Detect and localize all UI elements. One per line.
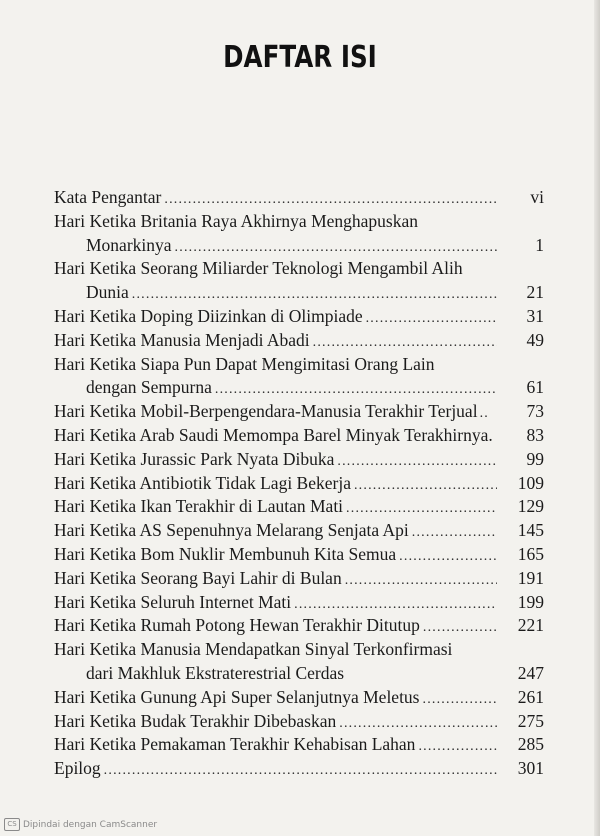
toc-entry-title: dari Makhluk Ekstraterestrial Cerdas [86, 662, 345, 683]
toc-entry-line [54, 757, 544, 781]
toc-entry-title: Hari Ketika Arab Saudi Memompa Barel Minyak Terakhirnya. [54, 424, 493, 445]
toc-entry-title: Hari Ketika Manusia Mendapatkan Sinyal Terkonfirmasi [54, 639, 453, 660]
dot-leader [345, 569, 497, 593]
toc-entry [54, 210, 544, 258]
toc-entry-line [54, 210, 544, 234]
page-edge-shadow [594, 0, 600, 836]
toc-entry [54, 710, 544, 734]
toc-entry [54, 686, 544, 710]
toc-entry [54, 519, 544, 543]
toc-entry-line [54, 424, 544, 448]
toc-entry [54, 353, 544, 401]
toc-entry-line [54, 519, 544, 543]
toc-entry-line [54, 686, 544, 710]
toc-entry-line [54, 329, 544, 353]
toc-entry-title: Hari Ketika Britania Raya Akhirnya Menghapuskan [54, 210, 418, 231]
toc-entry-line [54, 543, 544, 567]
dot-leader [339, 712, 497, 736]
toc-entry [54, 448, 544, 472]
dot-leader [354, 474, 497, 498]
toc-entry-line [54, 186, 544, 210]
toc-entry [54, 543, 544, 567]
toc-entry-line [54, 591, 544, 615]
dot-leader [337, 450, 497, 474]
page-number: 221 [517, 615, 544, 636]
page-number: 31 [526, 305, 544, 326]
page-number: 191 [517, 567, 544, 588]
page-number: 275 [517, 710, 544, 731]
toc-entry [54, 472, 544, 496]
dot-leader [423, 688, 498, 712]
toc-entry-title: Hari Ketika Seluruh Internet Mati [54, 591, 292, 612]
toc-entry-line [54, 733, 544, 757]
toc-entry-line [54, 638, 544, 662]
page-title: DAFTAR ISI [223, 40, 377, 75]
toc-entry-line [54, 495, 544, 519]
toc-entry-continuation [54, 234, 544, 258]
dot-leader [412, 521, 497, 545]
page-number: vi [530, 187, 544, 207]
page-number: 247 [517, 662, 544, 683]
toc-entry-title: Hari Ketika Bom Nuklir Membunuh Kita Semua [54, 543, 397, 564]
toc-entry-line [54, 257, 544, 281]
toc-entry-continuation [54, 662, 544, 686]
toc-entry-title: Hari Ketika Pemakaman Terakhir Kehabisan Lahan [54, 734, 416, 755]
scanner-watermark [4, 818, 157, 831]
page-number: 83 [526, 424, 544, 445]
toc-entry [54, 591, 544, 615]
dot-leader [418, 735, 497, 759]
dot-leader [175, 236, 497, 260]
toc-entry-title: Hari Ketika Rumah Potong Hewan Terakhir Ditutup [54, 615, 420, 636]
toc-entry [54, 305, 544, 329]
camscanner-logo-icon: CS [4, 818, 20, 831]
toc-entry-title: Hari Ketika Budak Terakhir Dibebaskan [54, 710, 337, 731]
dot-leader [164, 188, 497, 212]
page-number: 145 [517, 520, 544, 541]
page-number: 49 [526, 329, 544, 350]
toc-entry-title: Monarkinya [86, 234, 172, 255]
toc-entry-title: Hari Ketika Manusia Menjadi Abadi [54, 329, 310, 350]
toc-entry-line [54, 472, 544, 496]
toc-entry-title: Kata Pengantar [54, 187, 162, 207]
page-number: 129 [517, 496, 544, 517]
dot-leader [132, 283, 497, 307]
toc-entry [54, 567, 544, 591]
dot-leader: .. [479, 406, 489, 422]
toc-entry [54, 329, 544, 353]
page-number: 61 [526, 377, 544, 398]
toc-entry-line [54, 353, 544, 377]
toc-entry [54, 186, 544, 210]
page-number: 21 [526, 282, 544, 303]
dot-leader [366, 307, 497, 331]
dot-leader [346, 497, 497, 521]
page-number: 165 [517, 543, 544, 564]
toc-entry [54, 424, 544, 448]
toc-entry-title: Hari Ketika Seorang Bayi Lahir di Bulan [54, 567, 342, 588]
toc-entry-continuation [54, 376, 544, 400]
table-of-contents [54, 186, 544, 781]
page-number: 199 [517, 591, 544, 612]
toc-entry-title: dengan Sempurna [86, 377, 212, 398]
page-number: 301 [517, 758, 544, 779]
toc-entry-title: Hari Ketika Seorang Miliarder Teknologi Mengambil Alih [54, 258, 463, 279]
toc-entry-title: Hari Ketika AS Sepenuhnya Melarang Senjata Api [54, 520, 409, 541]
dot-leader [294, 593, 497, 617]
page-number: 109 [517, 472, 544, 493]
toc-entry-title: Hari Ketika Mobil-Berpengendara-Manusia Terakhir Terjual [54, 401, 478, 422]
toc-entry-continuation [54, 281, 544, 305]
toc-entry [54, 495, 544, 519]
toc-entry-line [54, 305, 544, 329]
dot-leader [313, 331, 497, 355]
toc-entry-title: Dunia [86, 282, 129, 303]
page-number: 99 [526, 448, 544, 469]
toc-entry-title: Epilog [54, 758, 101, 779]
page-number: 1 [535, 234, 544, 255]
toc-entry [54, 614, 544, 638]
dot-leader [423, 616, 497, 640]
toc-entry [54, 733, 544, 757]
toc-entry-line [54, 710, 544, 734]
toc-entry [54, 400, 544, 424]
toc-entry-title: Hari Ketika Siapa Pun Dapat Mengimitasi Orang Lain [54, 353, 435, 374]
dot-leader [399, 545, 497, 569]
watermark-text: Dipindai dengan CamScanner [23, 819, 158, 830]
toc-entry-title: Hari Ketika Jurassic Park Nyata Dibuka [54, 448, 335, 469]
toc-entry [54, 257, 544, 305]
page-number: 285 [517, 734, 544, 755]
toc-entry-line [54, 448, 544, 472]
dot-leader [215, 378, 497, 402]
toc-entry-line [54, 567, 544, 591]
page-number: 73 [526, 401, 544, 422]
page-number: 261 [517, 686, 544, 707]
toc-entry-line [54, 400, 544, 424]
toc-entry [54, 757, 544, 781]
toc-entry-title: Hari Ketika Doping Diizinkan di Olimpiade [54, 305, 363, 326]
toc-entry [54, 638, 544, 686]
dot-leader [104, 759, 497, 783]
toc-entry-title: Hari Ketika Antibiotik Tidak Lagi Bekerja [54, 472, 351, 493]
toc-entry-line [54, 614, 544, 638]
toc-entry-title: Hari Ketika Ikan Terakhir di Lautan Mati [54, 496, 344, 517]
toc-entry-title: Hari Ketika Gunung Api Super Selanjutnya Meletus [54, 686, 420, 707]
